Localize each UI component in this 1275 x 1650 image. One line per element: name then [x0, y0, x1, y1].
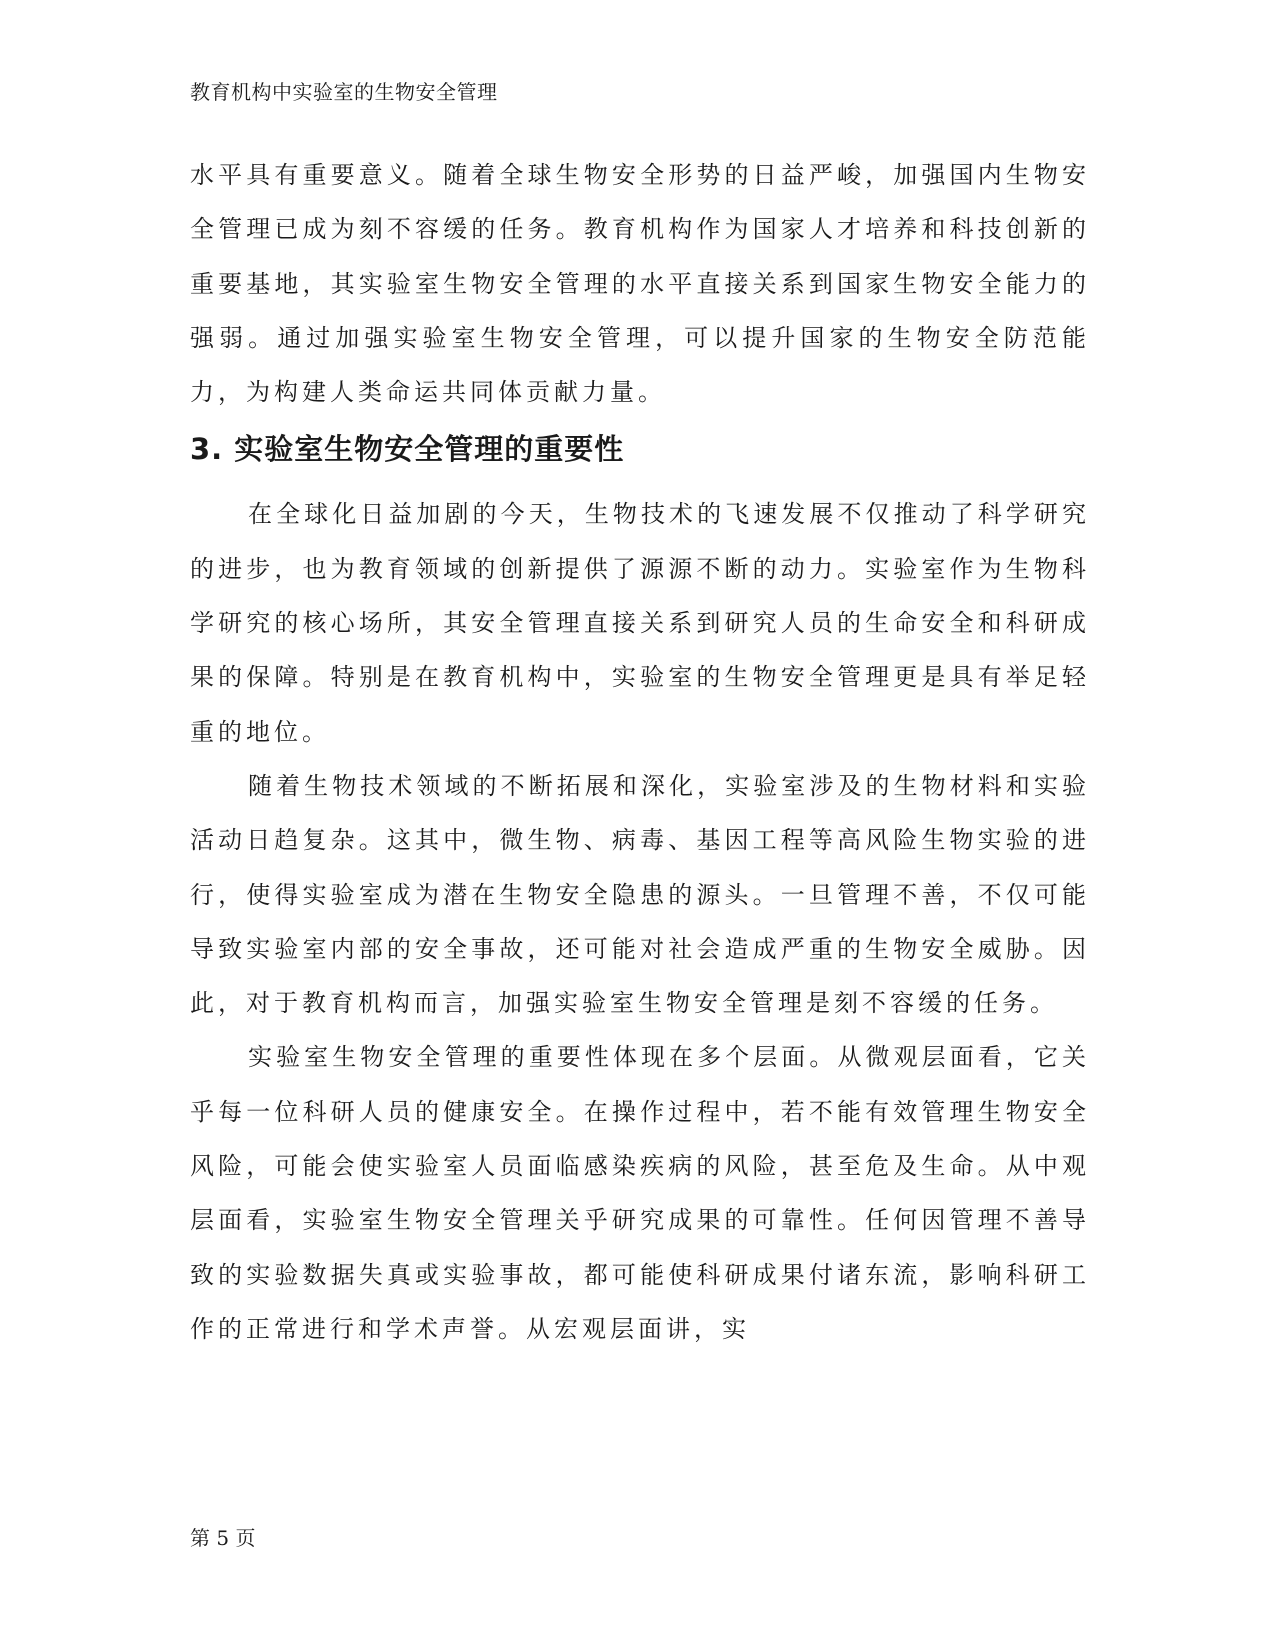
continuation-paragraph: 水平具有重要意义。随着全球生物安全形势的日益严峻，加强国内生物安全管理已成为刻不容缓的任务。教育机构作为国家人才培养和科技创新的重要基地，其实验室生物安全管理的水平直接关系到国家生物安全能力的强弱。通过加强实验室生物安全管理，可以提升国家的生物安全防范能力，为构建人类命运共同体贡献力量。 [190, 161, 1090, 407]
paragraph-1: 在全球化日益加剧的今天，生物技术的飞速发展不仅推动了科学研究的进步，也为教育领域的创新提供了源源不断的动力。实验室作为生物科学研究的核心场所，其安全管理直接关系到研究人员的生命安全和科研成果的保障。特别是在教育机构中，实验室的生物安全管理更是具有举足轻重的地位。 [190, 500, 1090, 746]
running-header: 教育机构中实验室的生物安全管理 [190, 80, 498, 104]
page-number: 第 5 页 [190, 1526, 256, 1550]
paragraph-2: 随着生物技术领域的不断拓展和深化，实验室涉及的生物材料和实验活动日趋复杂。这其中，微生物、病毒、基因工程等高风险生物实验的进行，使得实验室成为潜在生物安全隐患的源头。一旦管理不善，不仅可能导致实验室内部的安全事故，还可能对社会造成严重的生物安全威胁。因此，对于教育机构而言，加强实验室生物安全管理是刻不容缓的任务。 [190, 771, 1090, 1018]
paragraph-3: 实验室生物安全管理的重要性体现在多个层面。从微观层面看，它关乎每一位科研人员的健康安全。在操作过程中，若不能有效管理生物安全风险，可能会使实验室人员面临感染疾病的风险，甚至危及生命。从中观层面看，实验室生物安全管理关乎研究成果的可靠性。任何因管理不善导致的实验数据失真或实验事故，都可能使科研成果付诸东流，影响科研工作的正常进行和学术声誉。从宏观层面讲，实 [190, 1043, 1090, 1343]
body-text [190, 148, 1090, 1356]
section-heading: 3. 实验室生物安全管理的重要性 [190, 432, 625, 467]
